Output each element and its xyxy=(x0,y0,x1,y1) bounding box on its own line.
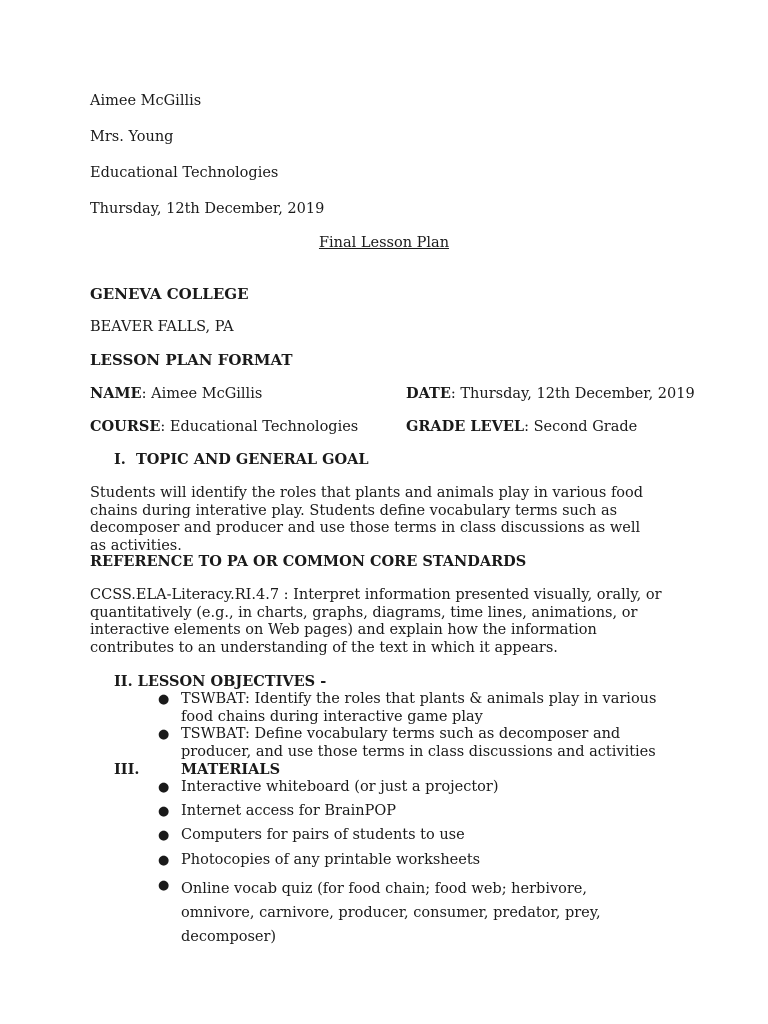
section1-body: Students will identify the roles that plants and animals play in various food chains during interative play. Students define vocabulary terms such as decomposer and producer and use those terms in class discussions as well as activities. xyxy=(90,485,644,554)
info-date xyxy=(406,385,695,402)
date-label: DATE xyxy=(406,385,451,402)
bullet-icon: ● xyxy=(158,878,170,893)
grade-value: : Second Grade xyxy=(524,419,638,435)
section3-heading: MATERIALS xyxy=(181,761,281,778)
section3-numeral: III. xyxy=(114,761,140,778)
grade-label: GRADE LEVEL xyxy=(406,418,525,435)
bullet-icon: ● xyxy=(158,727,170,742)
section1-heading: TOPIC AND GENERAL GOAL xyxy=(136,451,369,468)
course-name: Educational Technologies xyxy=(90,165,279,181)
bullet-icon: ● xyxy=(158,853,170,868)
name-value: : Aimee McGillis xyxy=(141,386,263,402)
date-value: : Thursday, 12th December, 2019 xyxy=(450,386,695,402)
standards-heading: REFERENCE TO PA OR COMMON CORE STANDARDS xyxy=(90,553,527,570)
course-value: : Educational Technologies xyxy=(160,419,359,435)
material-item: Online vocab quiz (for food chain; food web; herbivore, omnivore, carnivore, producer, consumer, predator, prey, decomposer) xyxy=(181,881,601,945)
material-item: Internet access for BrainPOP xyxy=(181,803,396,819)
course-label: COURSE xyxy=(90,418,161,435)
info-grade xyxy=(406,418,637,435)
material-item: Computers for pairs of students to use xyxy=(181,827,465,843)
objective-item: TSWBAT: Identify the roles that plants & animals play in various food chains during interactive game play xyxy=(181,691,657,725)
material-item: Interactive whiteboard (or just a projector) xyxy=(181,779,499,795)
objective-item: TSWBAT: Define vocabulary terms such as decomposer and producer, and use those terms in class discussions and activities xyxy=(181,726,656,760)
bullet-icon: ● xyxy=(158,828,170,843)
document-title: Final Lesson Plan xyxy=(318,235,450,251)
name-label: NAME xyxy=(90,385,142,402)
institution-location: BEAVER FALLS, PA xyxy=(90,319,234,335)
section1-numeral: I. xyxy=(114,451,126,468)
material-item: Photocopies of any printable worksheets xyxy=(181,852,481,868)
section2-heading: II. LESSON OBJECTIVES - xyxy=(114,673,327,690)
format-heading: LESSON PLAN FORMAT xyxy=(90,351,293,369)
instructor-name: Mrs. Young xyxy=(90,129,174,145)
bullet-icon: ● xyxy=(158,804,170,819)
standards-body: CCSS.ELA-Literacy.RI.4.7 : Interpret information presented visually, orally, or quantitatively (e.g., in charts, graphs, diagrams, time lines, animations, or interactive elements on Web pages) and explain how the information contributes to an understanding of the text in which it appears. xyxy=(90,587,662,656)
info-name xyxy=(90,385,262,402)
author-name: Aimee McGillis xyxy=(90,93,202,109)
institution-name: GENEVA COLLEGE xyxy=(90,285,249,303)
header-date: Thursday, 12th December, 2019 xyxy=(90,201,325,217)
info-course xyxy=(90,418,358,435)
bullet-icon: ● xyxy=(158,780,170,795)
bullet-icon: ● xyxy=(158,692,170,707)
